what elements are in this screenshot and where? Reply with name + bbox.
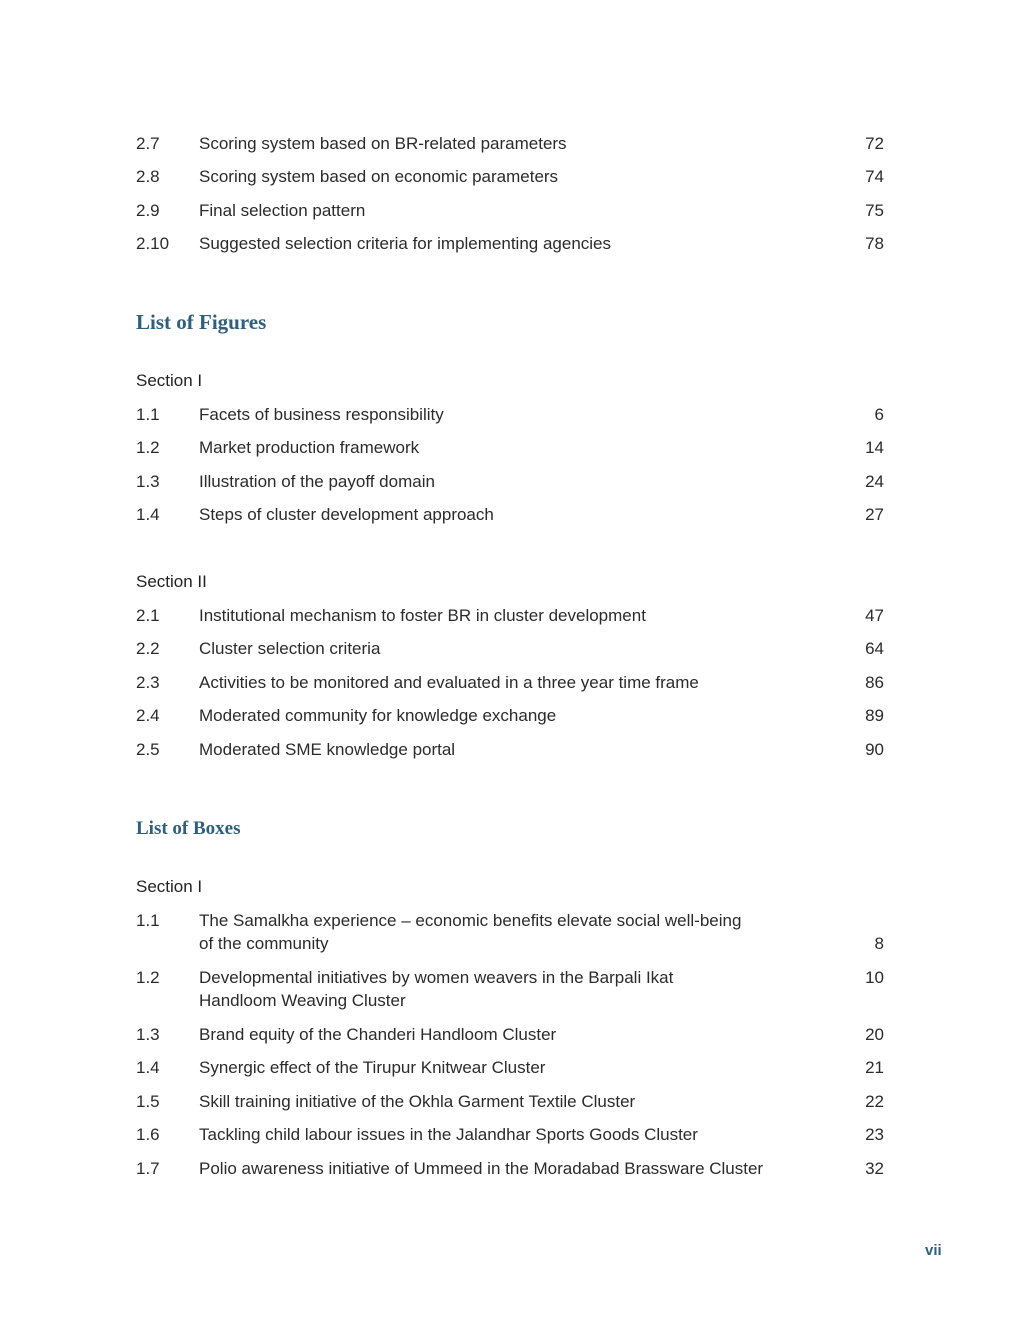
entry-title: Scoring system based on BR-related parameters <box>199 134 567 153</box>
entry-page: 47 <box>865 606 884 625</box>
entry-page: 23 <box>865 1125 884 1144</box>
entry-title: Market production framework <box>199 438 420 457</box>
entry-page: 14 <box>865 438 884 457</box>
entry-title: Institutional mechanism to foster BR in cluster development <box>199 606 646 625</box>
entry-number: 2.1 <box>136 606 160 625</box>
entry-title: Moderated SME knowledge portal <box>199 740 456 759</box>
entry-number: 1.3 <box>136 472 160 491</box>
entry-title-line: Handloom Weaving Cluster <box>199 991 406 1010</box>
entry-page: 20 <box>865 1025 884 1044</box>
entry-number: 1.7 <box>136 1159 160 1178</box>
entry-title: Skill training initiative of the Okhla Garment Textile Cluster <box>199 1092 636 1111</box>
entry-number: 2.3 <box>136 673 160 692</box>
entry-number: 1.6 <box>136 1125 160 1144</box>
entry-number: 1.4 <box>136 505 160 524</box>
entry-title: Tackling child labour issues in the Jalandhar Sports Goods Cluster <box>199 1125 698 1144</box>
entry-page: 22 <box>865 1092 884 1111</box>
entry-title: Steps of cluster development approach <box>199 505 494 524</box>
entry-number: 1.1 <box>136 405 160 424</box>
entry-page: 64 <box>865 639 884 658</box>
entry-page: 10 <box>865 968 884 987</box>
entry-number: 2.8 <box>136 167 160 186</box>
entry-page: 74 <box>865 167 884 186</box>
toc-entry <box>136 966 884 1012</box>
entry-number: 1.3 <box>136 1025 160 1044</box>
entry-number: 2.7 <box>136 134 160 153</box>
entry-title: Scoring system based on economic parameters <box>199 167 559 186</box>
toc-entry <box>136 909 884 955</box>
entry-number: 2.4 <box>136 706 160 725</box>
entry-title: Polio awareness initiative of Ummeed in the Moradabad Brassware Cluster <box>199 1159 764 1178</box>
entry-page: 8 <box>874 934 884 953</box>
list-of-figures-heading: List of Figures <box>136 310 267 334</box>
entry-title-line: The Samalkha experience – economic benefits elevate social well-being <box>199 911 742 930</box>
entry-title: Activities to be monitored and evaluated in a three year time frame <box>199 673 699 692</box>
entry-number: 1.2 <box>136 438 160 457</box>
entry-page: 90 <box>865 740 884 759</box>
entry-number: 1.2 <box>136 968 160 987</box>
entry-number: 1.5 <box>136 1092 160 1111</box>
entry-page: 32 <box>865 1159 884 1178</box>
entry-number: 2.9 <box>136 201 160 220</box>
entry-number: 1.4 <box>136 1058 160 1077</box>
entry-title: Cluster selection criteria <box>199 639 381 658</box>
section-heading: Section I <box>136 371 203 390</box>
entry-title <box>199 966 809 1012</box>
section-heading: Section I <box>136 877 203 896</box>
entry-page: 24 <box>865 472 884 491</box>
entry-page: 21 <box>865 1058 884 1077</box>
entry-number: 1.1 <box>136 911 160 930</box>
entry-page: 89 <box>865 706 884 725</box>
list-of-boxes-heading: List of Boxes <box>136 818 241 839</box>
entry-page: 86 <box>865 673 884 692</box>
entry-title: Suggested selection criteria for implementing agencies <box>199 234 612 253</box>
entry-page: 78 <box>865 234 884 253</box>
page-number: vii <box>925 1242 942 1259</box>
entry-page: 6 <box>874 405 884 424</box>
entry-number: 2.10 <box>136 234 170 253</box>
entry-number: 2.5 <box>136 740 160 759</box>
entry-number: 2.2 <box>136 639 160 658</box>
entry-title: Illustration of the payoff domain <box>199 472 435 491</box>
entry-title: Facets of business responsibility <box>199 405 444 424</box>
entry-page: 72 <box>865 134 884 153</box>
entry-title: Synergic effect of the Tirupur Knitwear Cluster <box>199 1058 546 1077</box>
entry-title: Final selection pattern <box>199 201 366 220</box>
entry-title: Moderated community for knowledge exchange <box>199 706 557 725</box>
entry-page: 75 <box>865 201 884 220</box>
section-heading: Section II <box>136 572 207 591</box>
entry-title <box>199 909 809 955</box>
entry-page: 27 <box>865 505 884 524</box>
entry-title-line: Developmental initiatives by women weavers in the Barpali Ikat <box>199 968 674 987</box>
entry-title: Brand equity of the Chanderi Handloom Cluster <box>199 1025 557 1044</box>
entry-title-line: of the community <box>199 934 329 953</box>
